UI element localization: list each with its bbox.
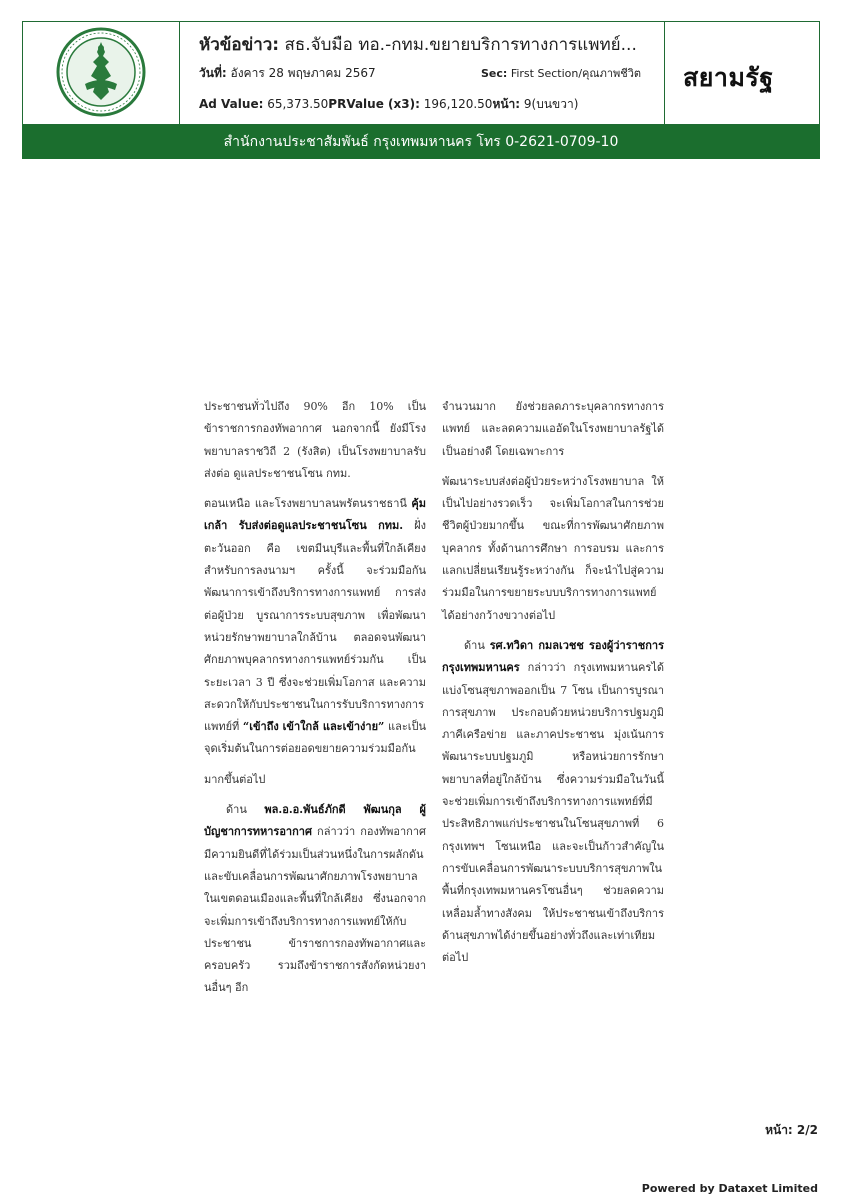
paragraph: พัฒนาระบบส่งต่อผู้ป่วยระหว่างโรงพยาบาล ให้เป็นไปอย่างรวดเร็ว จะเพิ่มโอกาสในการช่วยชีวิตผู้ป่วยมากขึ้น ขณะที่การพัฒนาศักยภาพบุคลากร ทั้งด้านการศึกษา การอบรม และการแลกเปลี่ยนเรียนรู้ระหว่างกัน ก็จะนำไปสู่ความร่วมมือในการขยายระบบบริการทางการแพทย์ได้อย่างกว้างขวางต่อไป xyxy=(442,474,664,622)
bangkok-emblem-icon xyxy=(55,26,147,118)
date-line: วันที่: อังคาร 28 พฤษภาคม 2567 xyxy=(199,66,376,80)
page-number: หน้า: 2/2 xyxy=(765,1123,818,1137)
publication-cell xyxy=(664,22,821,124)
paragraph: ด้าน พล.อ.อ.พันธ์ภักดี พัฒนกุล ผู้บัญชาการทหารอากาศ กล่าวว่า กองทัพอากาศมีความยินดีที่ได้ร่วมเป็นส่วนหนึ่งในการผลักดันและขับเคลื่อนการพัฒนาศักยภาพโรงพยาบาลในเขตดอนเมืองและพื้นที่ใกล้เคียง ซึ่งนอกจากจะเพิ่มการเข้าถึงบริการทางการแพทย์ให้กับประชาชน ข้าราชการกองทัพอากาศและครอบครัว รวมถึงข้าราชการสังกัดหน่วยงานอื่นๆ อีก xyxy=(204,803,426,995)
logo-cell xyxy=(23,22,180,124)
paragraph: มากขึ้นต่อไป xyxy=(204,772,266,786)
office-bar: สำนักงานประชาสัมพันธ์ กรุงเทพมหานคร โทร 0-2621-0709-10 xyxy=(22,125,820,159)
headline: หัวข้อข่าว: สธ.จับมือ ทอ.-กทม.ขยายบริการทางการแพทย์... xyxy=(199,35,637,55)
info-cell xyxy=(199,22,679,124)
article-left-column xyxy=(204,396,426,1008)
ad-value-line: Ad Value: 65,373.50PRValue (x3): 196,120.50หน้า: 9(บนขวา) xyxy=(199,97,579,111)
paragraph: จำนวนมาก ยังช่วยลดภาระบุคลากรทางการแพทย์ และลดความแออัดในโรงพยาบาลรัฐได้เป็นอย่างดี โดยเฉพาะการ xyxy=(442,400,664,458)
bold-phrase: รศ.ทวิดา กมลเวชช รองผู้ว่าราชการกรุงเทพมหานคร xyxy=(442,638,664,675)
paragraph: ประชาชนทั่วไปถึง 90% อีก 10% เป็นข้าราชการกองทัพอากาศ นอกจากนี้ ยังมีโรงพยาบาลราชวิถี 2 (รังสิต) เป็นโรงพยาบาลรับส่งต่อ ดูแลประชาชนโซน กทม. xyxy=(204,400,426,480)
bold-phrase: พล.อ.อ.พันธ์ภักดี พัฒนกุล ผู้บัญชาการทหารอากาศ xyxy=(204,803,426,839)
paragraph: ตอนเหนือ และโรงพยาบาลนพรัตนราชธานี คุ้มเกล้า รับส่งต่อดูแลประชาชนโซน กทม. ฝั่งตะวันออก คือ เขตมีนบุรีและพื้นที่ใกล้เคียง สำหรับการลงนามฯ ครั้งนี้ จะร่วมมือกันพัฒนาการเข้าถึงบริการทางการแพทย์ การส่งต่อผู้ป่วย บูรณาการระบบสุขภาพ เพื่อพัฒนาหน่วยรักษาพยาบาลใกล้บ้าน ตลอดจนพัฒนาศักยภาพบุคลากรทางการแพทย์ร่วมกัน เป็นระยะเวลา 3 ปี ซึ่งจะช่วยเพิ่มโอกาส และความสะดวกให้กับประชาชนในการรับบริการทางการแพทย์ที่ “เข้าถึง เข้าใกล้ และเข้าง่าย” และเป็นจุดเริ่มต้นในการต่อยอดขยายความร่วมมือกัน xyxy=(204,497,426,756)
publication-name: สยามรัฐ xyxy=(683,63,774,92)
powered-by: Powered by Dataxet Limited xyxy=(641,1182,818,1195)
bold-phrase: “เข้าถึง เข้าใกล้ และเข้าง่าย” xyxy=(242,720,385,734)
clipping-header xyxy=(22,21,820,125)
article-right-column xyxy=(442,396,664,977)
paragraph: ด้าน รศ.ทวิดา กมลเวชช รองผู้ว่าราชการกรุงเทพมหานคร กล่าวว่า กรุงเทพมหานครได้แบ่งโซนสุขภาพออกเป็น 7 โซน เป็นการบูรณาการสุขภาพ ประกอบด้วยหน่วยบริการปฐมภูมิ ภาคีเครือข่าย และภาคประชาชน มุ่งเน้นการพัฒนาระบบปฐมภูมิ หรือหน่วยการรักษาพยาบาลที่อยู่ใกล้บ้าน ซึ่งความร่วมมือในวันนี้ จะช่วยเพิ่มการเข้าถึงบริการทางการแพทย์ที่มีประสิทธิภาพแก่ประชาชนในโซนสุขภาพที่ 6 กรุงเทพฯ โซนเหนือ และจะเป็นก้าวสำคัญในการขับเคลื่อนการพัฒนาระบบบริการสุขภาพในพื้นที่กรุงเทพมหานครโซนอื่นๆ ช่วยลดความเหลื่อมล้ำทางสังคม ให้ประชาชนเข้าถึงบริการด้านสุขภาพได้ง่ายขึ้นอย่างทั่วถึงและเท่าเทียมต่อไป xyxy=(442,638,664,965)
bold-phrase: คุ้มเกล้า รับส่งต่อดูแลประชาชนโซน กทม. xyxy=(204,497,426,533)
section-line: Sec: First Section/คุณภาพชีวิต xyxy=(481,67,642,80)
